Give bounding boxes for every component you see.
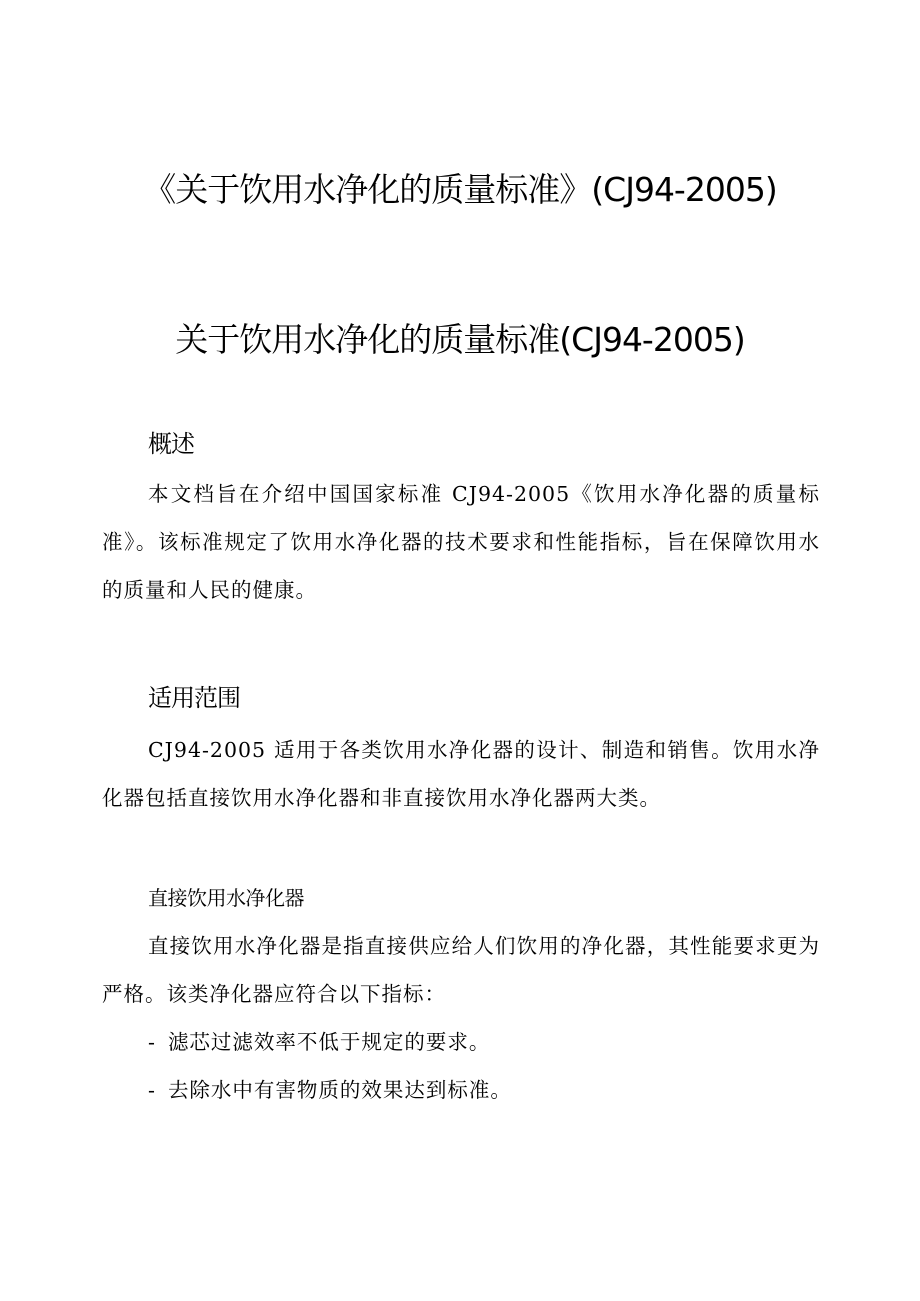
requirements-list — [148, 1018, 820, 1114]
list-item — [148, 1066, 820, 1114]
list-item — [148, 1018, 820, 1066]
overview-paragraph: 本文档旨在介绍中国国家标准 CJ94-2005《饮用水净化器的质量标准》。该标准规定了饮用水净化器的技术要求和性能指标，旨在保障饮用水的质量和人民的健康。 — [102, 482, 820, 602]
section-heading-scope: 适用范围 — [148, 684, 240, 712]
document-subtitle: 关于饮用水净化的质量标准(CJ94-2005) — [175, 320, 745, 359]
section-heading-direct-purifier: 直接饮用水净化器 — [148, 886, 304, 910]
section-heading-overview: 概述 — [148, 430, 194, 458]
list-item-text: 滤芯过滤效率不低于规定的要求。 — [167, 1030, 491, 1054]
document-title: 《关于饮用水净化的质量标准》(CJ94-2005) — [143, 170, 777, 209]
scope-paragraph: CJ94-2005 适用于各类饮用水净化器的设计、制造和销售。饮用水净化器包括直接饮用水净化器和非直接饮用水净化器两大类。 — [102, 738, 820, 810]
list-bullet: - — [148, 1078, 156, 1102]
list-item-text: 去除水中有害物质的效果达到标准。 — [167, 1078, 512, 1102]
direct-purifier-paragraph: 直接饮用水净化器是指直接供应给人们饮用的净化器，其性能要求更为严格。该类净化器应符合以下指标： — [102, 934, 820, 1006]
list-bullet: - — [148, 1030, 156, 1054]
